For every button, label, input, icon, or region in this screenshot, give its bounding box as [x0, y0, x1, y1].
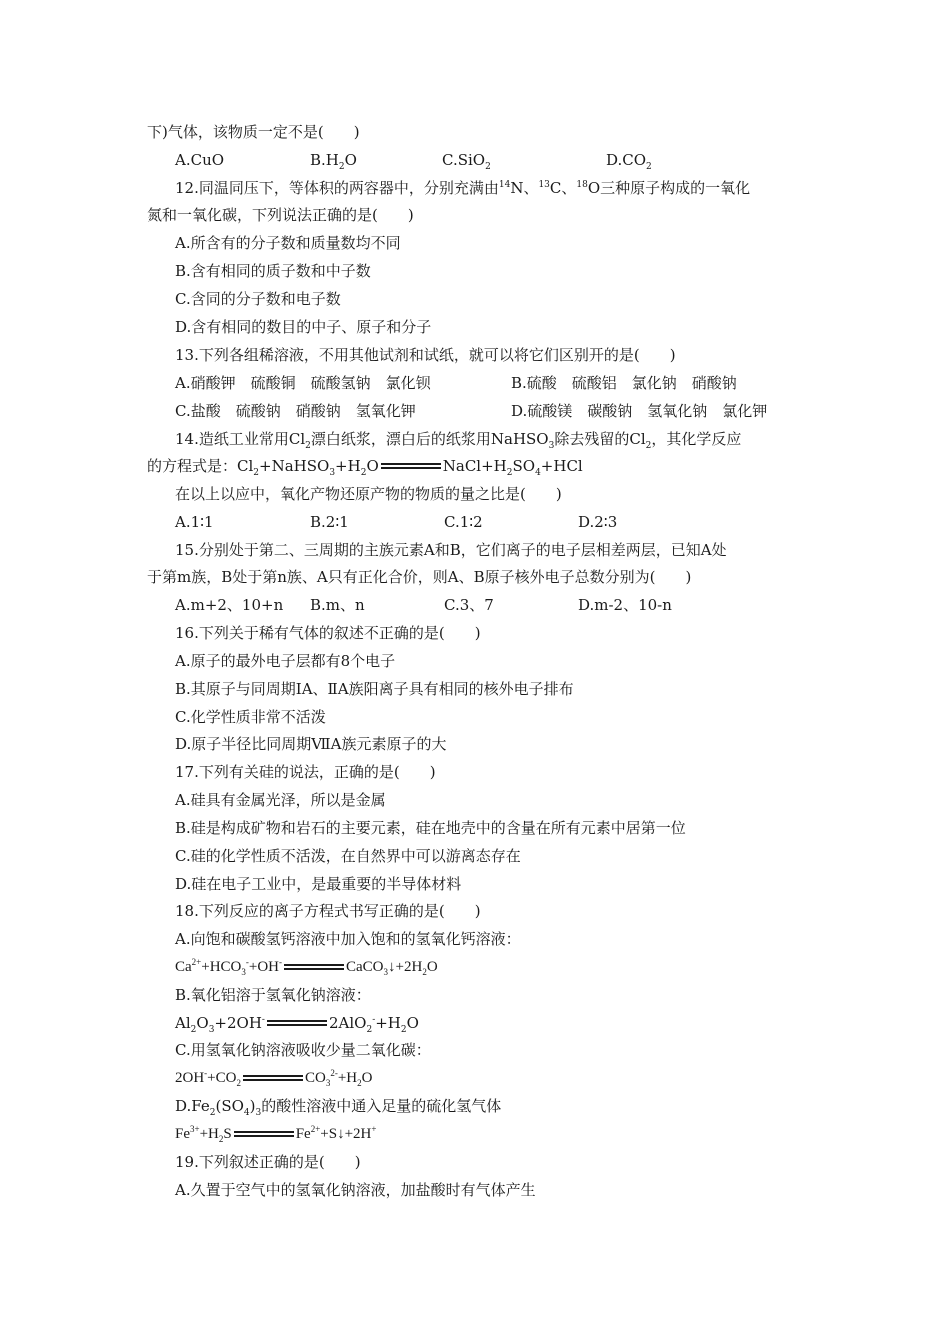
q14-options [175, 512, 825, 532]
option-a: A.1∶1 [175, 513, 214, 531]
question-14-stem: 14.造纸工业常用$Cl_2$漂白纸浆，漂白后的纸浆用NaHSO$_3$除去残留的$Cl_2$，其化学反应 [175, 430, 742, 451]
option-d: $D.Fe_2(SO_4)_3$的酸性溶液中通入足量的硫化氢气体 [175, 1097, 502, 1118]
equation-c: $2OH^-+CO_2$ $CO_3^{2-}+H_2O$ [175, 1068, 373, 1088]
question-14-equation: 的方程式是：$Cl_2+NaHSO_3+H_2O$ $NaCl+H_2SO_4+HCl$ [147, 457, 583, 478]
option-b: B.硅是构成矿物和岩石的主要元素，硅在地壳中的含量在所有元素中居第一位 [175, 819, 686, 837]
option-d: D.含有相同的数目的中子、原子和分子 [175, 318, 432, 336]
option-c: C.1∶2 [444, 513, 483, 531]
equals-sign [282, 957, 346, 977]
option-a: A.硝酸钾 硫酸铜 硫酸氢钠 氯化钡 [175, 374, 431, 392]
q15-options [175, 595, 825, 615]
option-d: D.原子半径比同周期ⅦA族元素原子的大 [175, 735, 447, 753]
option-d: D.m-2、10-n [578, 596, 672, 614]
option-c: C.SiO$_2$ [442, 151, 491, 172]
option-c: C.盐酸 硫酸钠 硝酸钠 氢氧化钾 [175, 402, 416, 420]
option-b: B.m、n [310, 596, 365, 614]
question-12-stem: 12.同温同压下，等体积的两容器中，分别充满由$^{14}$N、$^{13}$C、$^{18}$O三种原子构成的一氧化 [175, 179, 751, 197]
question-12-stem-cont: 氮和一氧化碳，下列说法正确的是( ) [147, 206, 414, 224]
option-c: C.3、7 [444, 596, 494, 614]
question-17-stem: 17.下列有关硅的说法，正确的是( ) [175, 763, 436, 781]
option-d: $D.CO_2$ [606, 151, 652, 172]
equation-d: $Fe^{3+}+H_2S$ $Fe^{2+}+S↓+2H^+$ [175, 1124, 377, 1144]
q11-options [175, 150, 825, 170]
equals-sign [232, 1124, 296, 1144]
option-b: B.氧化铝溶于氢氧化钠溶液： [175, 986, 371, 1004]
option-d: D.硅在电子工业中，是最重要的半导体材料 [175, 875, 462, 893]
question-18-stem: 18.下列反应的离子方程式书写正确的是( ) [175, 902, 481, 920]
option-c: C.用氢氧化钠溶液吸收少量二氧化碳： [175, 1041, 431, 1059]
question-19-stem: 19.下列叙述正确的是( ) [175, 1153, 361, 1171]
option-a: A.久置于空气中的氢氧化钠溶液，加盐酸时有气体产生 [175, 1181, 536, 1199]
option-c: C.化学性质非常不活泼 [175, 708, 326, 726]
question-13-stem: 13.下列各组稀溶液，不用其他试剂和试纸，就可以将它们区别开的是( ) [175, 346, 676, 364]
option-d: D.2∶3 [578, 513, 618, 531]
option-a: A.硅具有金属光泽，所以是金属 [175, 791, 386, 809]
option-b: B.2∶1 [310, 513, 349, 531]
equation-a: $Ca^{2+}+HCO_3^-+OH^-$ $CaCO_3↓+2H_2O$ [175, 957, 438, 977]
option-b: B.含有相同的质子数和中子数 [175, 262, 371, 280]
equals-sign [265, 1013, 329, 1033]
question-14-question: 在以上以应中，氧化产物还原产物的物质的量之比是( ) [175, 485, 562, 503]
text-line: 下)气体，该物质一定不是( ) [147, 123, 360, 141]
equals-sign [379, 456, 443, 476]
option-a: A.所含有的分子数和质量数均不同 [175, 234, 401, 252]
option-a: A.向饱和碳酸氢钙溶液中加入饱和的氢氧化钙溶液： [175, 930, 521, 948]
question-15-stem-cont: 于第m族，B处于第n族、A只有正化合价，则A、B原子核外电子总数分别为( ) [147, 568, 692, 586]
option-a: A.原子的最外电子层都有8个电子 [175, 652, 396, 670]
equals-sign [241, 1068, 305, 1088]
option-b: $B.H_2O$ [310, 151, 357, 172]
option-c: C.硅的化学性质不活泼，在自然界中可以游离态存在 [175, 847, 521, 865]
option-a: A.CuO [175, 151, 225, 169]
option-b: B.硫酸 硫酸铝 氯化钠 硝酸钠 [511, 374, 737, 392]
option-a: A.m+2、10+n [175, 596, 284, 614]
option-d: D.硫酸镁 碳酸钠 氢氧化钠 氯化钾 [511, 402, 768, 420]
question-15-stem: 15.分别处于第二、三周期的主族元素A和B，它们离子的电子层相差两层，已知A处 [175, 541, 727, 559]
question-16-stem: 16.下列关于稀有气体的叙述不正确的是( ) [175, 624, 481, 642]
option-c: C.含同的分子数和电子数 [175, 290, 341, 308]
equation-b: $Al_2O_3+2OH^-$ $2AlO_2^-+H_2O$ [175, 1014, 419, 1035]
option-b: B.其原子与同周期ⅠA、ⅡA族阳离子具有相同的核外电子排布 [175, 680, 574, 698]
